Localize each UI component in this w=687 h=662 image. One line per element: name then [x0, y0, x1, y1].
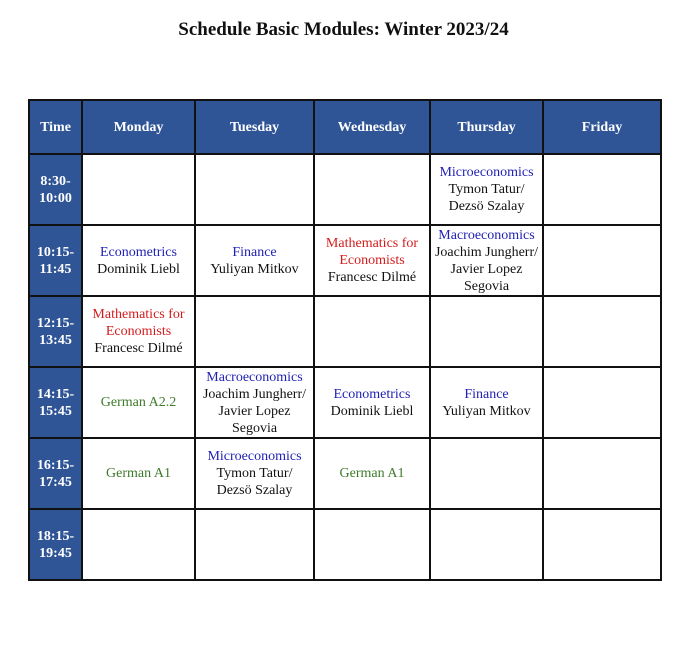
course-name: Finance: [232, 244, 277, 260]
instructor-name: Dominik Liebl: [97, 261, 180, 277]
course-name: German A2.2: [100, 395, 177, 410]
time-slot: [29, 225, 82, 296]
schedule-cell-thursday: [430, 154, 543, 225]
course-name: Economists: [339, 253, 405, 268]
header-thursday: Thursday: [430, 100, 543, 154]
header-friday: Friday: [543, 100, 661, 154]
schedule-cell-wednesday: [314, 154, 430, 225]
table-row: [29, 438, 661, 509]
schedule-cell-tuesday: [195, 154, 314, 225]
schedule-cell-tuesday: [195, 509, 314, 580]
schedule-cell-friday: [543, 225, 661, 296]
page-title: Schedule Basic Modules: Winter 2023/24: [178, 19, 509, 40]
course-name: German A1: [106, 466, 171, 481]
time-label: 10:15-: [36, 244, 75, 260]
schedule-cell-thursday: [430, 438, 543, 509]
time-slot: [29, 154, 82, 225]
table-row: [29, 509, 661, 580]
header-monday: Monday: [82, 100, 195, 154]
header-time: Time: [29, 100, 82, 154]
schedule-cell-monday: [82, 509, 195, 580]
schedule-cell-thursday: [430, 296, 543, 367]
course-name: German A1: [339, 466, 405, 481]
instructor-name: Segovia: [231, 420, 278, 436]
time-label: 14:15-: [36, 386, 75, 402]
time-label: 16:15-: [36, 457, 75, 473]
schedule-cell-monday: [82, 296, 195, 367]
time-slot: [29, 367, 82, 438]
schedule-cell-tuesday: [195, 438, 314, 509]
time-label: 8:30-: [40, 173, 71, 189]
table-row: [29, 367, 661, 438]
time-slot: [29, 296, 82, 367]
schedule-cell-monday: [82, 154, 195, 225]
schedule-cell-thursday: [430, 509, 543, 580]
time-label: 19:45: [39, 545, 72, 561]
time-label: 12:15-: [36, 315, 75, 331]
instructor-name: Tymon Tatur/: [448, 182, 525, 197]
course-name: Mathematics for: [325, 236, 419, 251]
course-name: Finance: [464, 386, 509, 402]
schedule-cell-friday: [543, 438, 661, 509]
instructor-name: Yuliyan Mitkov: [210, 261, 299, 277]
schedule-cell-tuesday: [195, 225, 314, 296]
schedule-cell-tuesday: [195, 296, 314, 367]
table-row: [29, 296, 661, 367]
course-name: Microeconomics: [439, 165, 534, 180]
header-row: [29, 100, 661, 154]
course-name: Mathematics for: [92, 307, 185, 322]
course-name: Microeconomics: [207, 449, 302, 464]
schedule-cell-wednesday: [314, 509, 430, 580]
schedule-cell-wednesday: [314, 296, 430, 367]
instructor-name: Dezsö Szalay: [216, 483, 293, 498]
instructor-name: Javier Lopez: [450, 261, 523, 277]
instructor-name: Francesc Dilmé: [327, 270, 417, 285]
schedule-table: [28, 99, 662, 581]
instructor-name: Tymon Tatur/: [216, 466, 293, 481]
course-name: Econometrics: [100, 244, 177, 260]
time-label: 11:45: [39, 261, 72, 277]
instructor-name: Yuliyan Mitkov: [442, 403, 531, 419]
course-name: Macroeconomics: [438, 227, 535, 243]
schedule-body: [29, 154, 661, 580]
instructor-name: Dominik Liebl: [330, 403, 414, 419]
schedule-cell-thursday: [430, 225, 543, 296]
instructor-name: Joachim Jungherr/: [202, 386, 307, 402]
time-slot: [29, 509, 82, 580]
schedule-cell-friday: [543, 367, 661, 438]
header-tuesday: Tuesday: [195, 100, 314, 154]
table-row: [29, 154, 661, 225]
instructor-name: Dezsö Szalay: [448, 199, 525, 214]
course-name: Macroeconomics: [206, 369, 303, 385]
instructor-name: Javier Lopez: [218, 403, 291, 419]
course-name: Econometrics: [333, 386, 411, 402]
course-name: Economists: [105, 324, 172, 339]
schedule-cell-friday: [543, 154, 661, 225]
schedule-cell-thursday: [430, 367, 543, 438]
table-row: [29, 225, 661, 296]
instructor-name: Segovia: [463, 278, 510, 294]
time-label: 10:00: [39, 190, 72, 206]
instructor-name: Joachim Jungherr/: [434, 244, 539, 260]
schedule-cell-tuesday: [195, 367, 314, 438]
schedule-cell-monday: [82, 438, 195, 509]
instructor-name: Francesc Dilmé: [94, 341, 183, 356]
time-label: 13:45: [39, 332, 72, 348]
header-wednesday: Wednesday: [314, 100, 430, 154]
schedule-cell-friday: [543, 509, 661, 580]
schedule-cell-friday: [543, 296, 661, 367]
schedule-cell-monday: [82, 367, 195, 438]
schedule-cell-wednesday: [314, 225, 430, 296]
schedule-cell-wednesday: [314, 438, 430, 509]
time-label: 17:45: [39, 474, 72, 490]
time-label: 18:15-: [36, 528, 75, 544]
time-slot: [29, 438, 82, 509]
time-label: 15:45: [39, 403, 72, 419]
schedule-cell-monday: [82, 225, 195, 296]
schedule-cell-wednesday: [314, 367, 430, 438]
